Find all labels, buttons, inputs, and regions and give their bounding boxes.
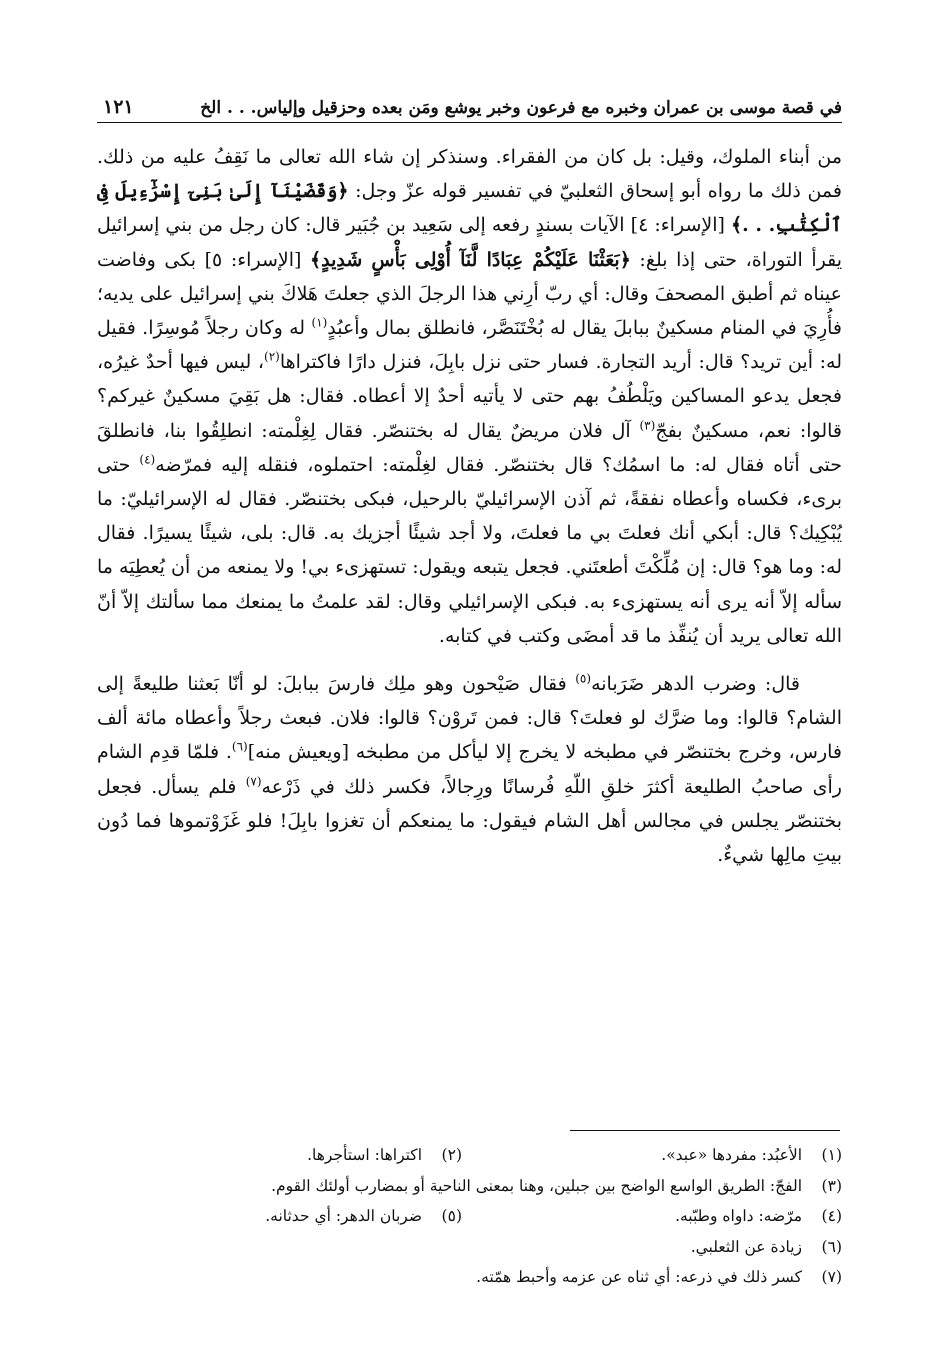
- footnote-ref: (٦): [231, 740, 248, 755]
- footnote-row: [97, 1232, 842, 1263]
- footnote-4: [462, 1201, 842, 1232]
- footnote-text: مرّضه: داواه وطبّبه.: [675, 1207, 802, 1225]
- footnote-number: (٢): [441, 1146, 462, 1164]
- footnote-number: (١): [821, 1146, 842, 1164]
- paragraph-2: [97, 667, 842, 872]
- text-run: فقال صَيْحون وهو ملِك فارسَ ببابلَ: لو أنّا بَعثنا طليعةً إلى الشام؟ قالوا: وما ضرَّك لو فعلتَ؟ قال: فمن تَروْن؟ قالوا: فلان. فبعث رجلاً وأعطاه مائة ألف فارس، وخرج بختنصّر في مطبخه لا يخرج إلا ليأكل من مطبخه [ويعيش منه]: [97, 673, 842, 764]
- footnote-7: [476, 1262, 842, 1293]
- quran-verse: ﴿وَقَضَيْنَآ إِلَىٰ بَنِىٓ إِسْرَٰٓءِيلَ فِى ٱلْكِتَٰبِ. . .﴾: [97, 180, 843, 237]
- text-run: [الإسراء: ٤] الآيات بسندٍ رفعه إلى سَعِيد بن جُبَير قال: كان رجل من بني إسرائيل يقرأ التوراة، حتى إذا بلغ:: [97, 214, 843, 271]
- footnote-2: [307, 1140, 462, 1171]
- text-run: ، ليس فيها أحدٌ غيرُه، فجعل يدعو المساكين ويَلْطُفُ بهم حتى لا يأتيه أحدٌ إلا أعطاه. فقال: هل بَقِيَ مسكينٌ غيركم؟ قالوا: نعم، مسكينٌ بفجّ: [97, 351, 842, 442]
- text-run: حتى برىء، فكساه وأعطاه نفقةً، ثم آذن الإسرائيليّ بالرحيل، فبكى بختنصّر. فقال له الإسرائيليّ: ما يُبْكِيك؟ قال: أبكي أنك فعلتَ بي ما فعلتَ، ولا أجد شيئًا أجزيك به. قال: بلى، شيئًا يسيرًا. فقال له: وما هو؟ قال: إن مُلِّكْتَ أطعتَني. فجعل يتبعه ويقول: تستهزىء بي! ولا يمنعه من أن يُعطِيَه ما سأله إلاّ أنه يرى أنه يستهزىء به. فبكى الإسرائيلي وقال: لقد علمتُ ما يمنعك مما سألتك إلاّ أنّ الله تعالى يريد أن يُنفِّذ ما قد أمضَى وكتب في كتابه.: [97, 453, 842, 647]
- text-run: آل فلان مريضٌ يقال له بختنصّر. فقال لِغِلْمته: انطلِقُوا بنا، فانطلقَ حتى أتاه فقال له: ما اسمُك؟ قال بختنصّر. فقال لغِلْمته: احتملوه، فنقله إليه فمرّضه: [97, 419, 843, 476]
- footnote-text: كسر ذلك في ذرعه: أي ثناه عن عزمه وأحبط همّته.: [476, 1268, 802, 1286]
- footnote-number: (٤): [821, 1207, 842, 1225]
- footnote-ref: (٧): [245, 774, 262, 789]
- footnote-row: [97, 1262, 842, 1293]
- footnote-ref: (١): [311, 315, 328, 330]
- page-header: [97, 82, 842, 123]
- page-number: ١٢١: [103, 96, 134, 118]
- footnote-row: [97, 1201, 842, 1232]
- footnote-ref: (٥): [575, 671, 592, 686]
- footnote-ref: (٣): [639, 418, 656, 433]
- running-title: في قصة موسى بن عمران وخبره مع فرعون وخبر يوشع ومَن بعده وحزقيل وإلياس. . . الخ: [200, 98, 842, 118]
- footnote-text: الفجّ: الطريق الواسع الواضح بين جبلين، وهنا بمعنى الناحية أو بمضارب أولئك القوم.: [271, 1176, 802, 1195]
- footnote-number: (٥): [441, 1207, 462, 1225]
- footnote-divider: [570, 1130, 840, 1131]
- footnote-row: [97, 1140, 842, 1171]
- text-run: من أبناء الملوك، وقيل: بل كان من الفقراء. وسنذكر إن شاء الله تعالى ما نَقِفُ عليه من ذلك. فمن ذلك ما رواه أبو إسحاق الثعلبيّ في تفسير قوله عزّ وجل:: [97, 146, 842, 203]
- text-run: قال: وضرب الدهر ضَرَبانه: [591, 673, 800, 696]
- main-text: [97, 140, 842, 872]
- text-run: له وكان رجلاً مُوسِرًا. فقيل له: أين تريد؟ قال: أريد التجارة. فسار حتى نزل بابِلَ، فنزل دارًا فاكتراها: [97, 317, 842, 374]
- text-run: [الإسراء: ٥] بكى وفاضت عيناه ثم أطبق المصحفَ وقال: أي ربّ أرِني هذا الرجلَ الذي جعلتَ هَلاكَ بني إسرائيل على يديه؛ فأُرِيَ في المنام مسكينٌ ببابلَ يقال له بُخْتَنَصَّر، فانطلق بمال وأعبُدٍ: [97, 248, 842, 340]
- footnote-6: [691, 1232, 842, 1263]
- footnote-number: (٣): [821, 1176, 842, 1195]
- text-run: . فلمّا قدِم الشام رأى صاحبُ الطليعة أكثرَ خلقِ اللّهِ فُرسانًا ورِجالاً، فكسر ذلك في ذَرْعه: [97, 741, 842, 798]
- paragraph-1: [97, 140, 842, 653]
- footnote-text: اكتراها: استأجرها.: [307, 1146, 422, 1164]
- footnote-5: [265, 1201, 462, 1232]
- footnote-text: ضربان الدهر: أي حدثانه.: [265, 1207, 422, 1225]
- footnote-text: زيادة عن الثعلبي.: [690, 1237, 802, 1256]
- footnote-row: [97, 1171, 842, 1202]
- footnote-ref: (٢): [264, 349, 280, 364]
- text-run: فلم يسأل. فجعل بختنصّر يجلس في مجالس أهل الشام فيقول: ما يمنعكم أن تغزوا بابِلَ! فلو غَزَوْتموها فما دُون بيتِ مالِها شيءٌ.: [97, 775, 842, 867]
- footnotes: [97, 1140, 842, 1293]
- footnote-1: [462, 1140, 842, 1171]
- footnote-3: [271, 1171, 842, 1202]
- quran-verse: ﴿بَعَثْنَا عَلَيْكُمْ عِبَادًا لَّنَآ أُوْلِى بَأْسٍ شَدِيدٍ﴾: [309, 248, 631, 271]
- footnote-ref: (٤): [139, 452, 156, 467]
- footnote-number: (٧): [821, 1268, 842, 1286]
- footnote-number: (٦): [821, 1237, 842, 1256]
- footnote-text: الأعبُد: مفردها «عبد».: [661, 1146, 802, 1164]
